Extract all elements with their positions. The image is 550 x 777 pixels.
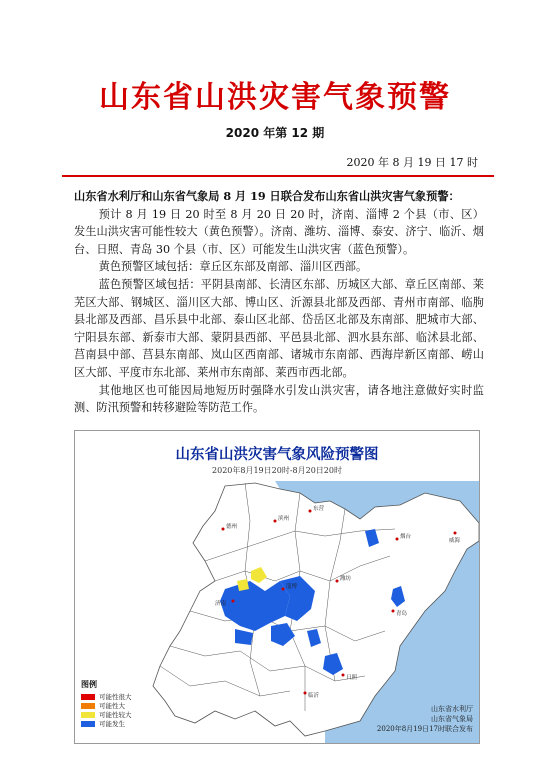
- bulletin-lead: 山东省水利厅和山东省气象局 8 月 19 日联合发布山东省山洪灾害气象预警：: [74, 189, 460, 203]
- page-title: 山东省山洪灾害气象预警: [99, 80, 451, 115]
- legend-title: 图例: [81, 680, 97, 689]
- bulletin-paragraph: 其他地区也可能因局地短历时强降水引发山洪灾害，请各地注意做好实时监测、防汛预警和转移避险等防范工作。: [74, 383, 484, 415]
- svg-text:东营: 东营: [313, 506, 325, 512]
- svg-text:日照: 日照: [346, 675, 358, 681]
- bulletin-paragraph: 预计 8 月 19 日 20 时至 8 月 20 日 20 时，济南、淄博 2 个县（市、区）发生山洪灾害可能性较大（黄色预警）。济南、潍坊、淄博、泰安、济宁、临沂、烟台、日照、青岛 30 个县（市、区）可能发生山洪灾害（蓝色预警）。: [74, 207, 484, 256]
- legend-swatch: [81, 721, 95, 727]
- svg-text:威海: 威海: [449, 538, 461, 544]
- svg-text:烟台: 烟台: [400, 534, 412, 540]
- svg-text:济南: 济南: [215, 601, 227, 607]
- map-title: 山东省山洪灾害气象风险预警图: [175, 446, 379, 463]
- svg-text:滨州: 滨州: [278, 516, 290, 522]
- svg-text:潍坊: 潍坊: [340, 576, 352, 582]
- issuer-line: 2020年8月19日17时联合发布: [376, 725, 473, 733]
- legend-item: 可能性较大: [81, 710, 159, 719]
- map-issuers: [377, 704, 473, 734]
- issuer-line: 山东省气象局: [431, 715, 473, 723]
- svg-text:淄博: 淄博: [286, 584, 298, 590]
- legend-item: 可能发生: [81, 719, 159, 728]
- svg-text:德州: 德州: [226, 524, 238, 530]
- bulletin-paragraph: 蓝色预警区域包括：平阴县南部、长清区东部、历城区大部、章丘区南部、莱芜区大部、钢城区、淄川区大部、博山区、沂源县北部及西部、青州市南部、临朐县北部及西部、昌乐县中北部、泰山区北部、岱岳区北部及东南部、肥城市大部、宁阳县东部、新泰市大部、蒙阴县西部、平邑县北部、泗水县东部、临沭县北部、莒南县中部、莒县东南部、岚山区西南部、诸城市东南部、西海岸新区南部、崂山区大部、平度市东北部、莱州市东南部、莱西市西北部。: [74, 277, 484, 379]
- issuer-line: 山东省水利厅: [431, 705, 473, 713]
- legend-swatch: [81, 694, 95, 700]
- bulletin-paragraph: 黄色预警区域包括：章丘区东部及南部、淄川区西部。: [98, 260, 368, 274]
- legend-swatch: [81, 712, 95, 718]
- svg-text:临沂: 临沂: [308, 693, 320, 699]
- issue-date: 2020 年 8 月 19 日 17 时: [346, 156, 478, 169]
- svg-text:青岛: 青岛: [396, 611, 408, 617]
- warning-map: [74, 430, 480, 744]
- legend-swatch: [81, 703, 95, 709]
- map-legend: [81, 679, 159, 728]
- map-subtitle: 2020年8月19日20时-8月20日20时: [212, 466, 342, 475]
- legend-item: 可能性大: [81, 701, 159, 710]
- issue-number: 2020 年第 12 期: [225, 126, 325, 140]
- title-divider: [62, 175, 494, 177]
- bulletin-body: [74, 188, 484, 417]
- legend-item: 可能性很大: [81, 692, 159, 701]
